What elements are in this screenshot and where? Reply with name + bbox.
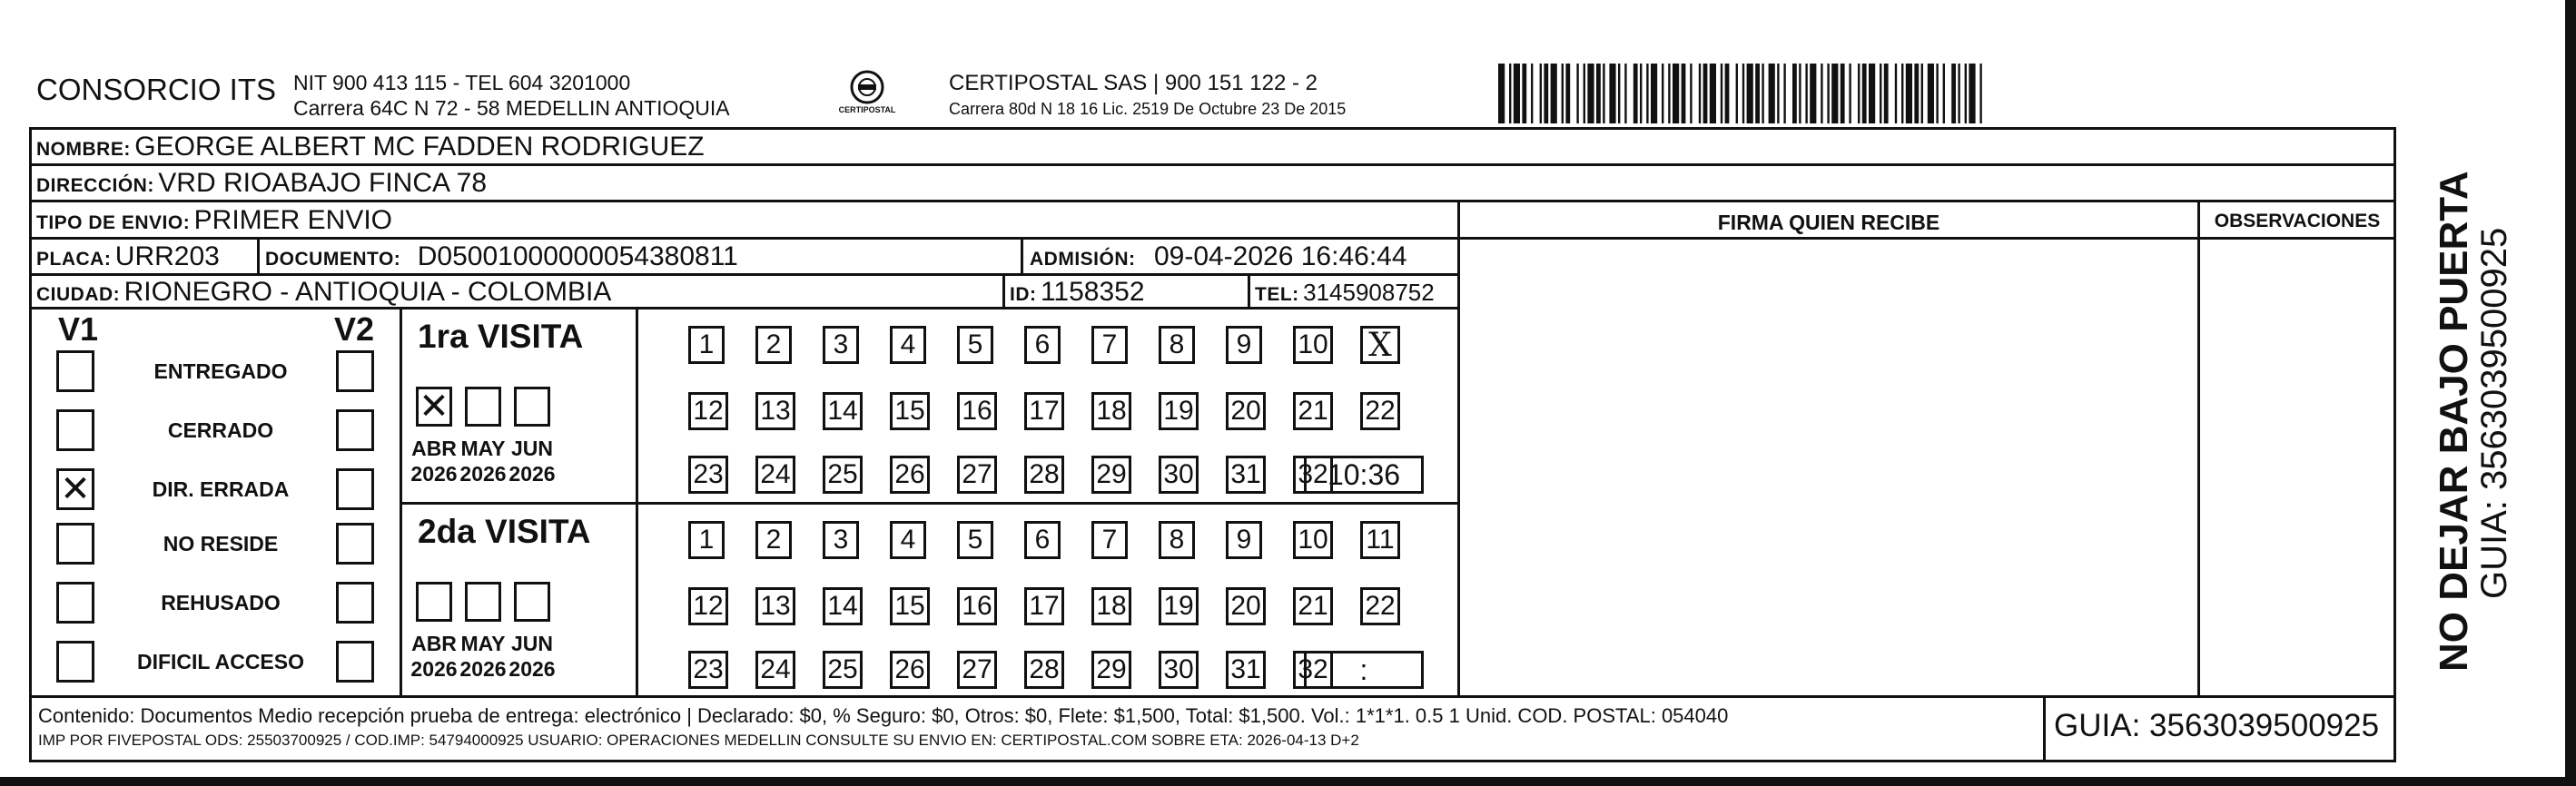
day-box[interactable]: 19 — [1159, 392, 1199, 430]
nombre-value: GEORGE ALBERT MC FADDEN RODRIGUEZ — [134, 132, 705, 162]
month-checkbox[interactable] — [465, 387, 501, 427]
day-box[interactable]: 14 — [823, 392, 863, 430]
day-box[interactable]: 12 — [688, 392, 728, 430]
status-label: NO RESIDE — [163, 532, 279, 555]
tipo-envio-value: PRIMER ENVIO — [193, 205, 393, 235]
day-box[interactable]: 21 — [1293, 392, 1333, 430]
v1-checkbox[interactable] — [56, 523, 94, 565]
logo-caption: CERTIPOSTAL — [838, 105, 896, 114]
tel-value: 3145908752 — [1303, 279, 1435, 306]
month-checkbox[interactable] — [416, 582, 452, 622]
side-guia: GUIA: 3563039500925 — [2474, 227, 2514, 599]
day-box[interactable]: 25 — [823, 651, 863, 689]
barcode — [1498, 64, 2225, 123]
day-box[interactable]: X — [1360, 326, 1400, 364]
admision-label: ADMISIÓN: — [1030, 249, 1136, 270]
month-label — [505, 436, 559, 486]
carrier-info: CERTIPOSTAL SAS | 900 151 122 - 2 — [949, 71, 1318, 95]
day-box[interactable]: 2 — [755, 326, 792, 364]
day-box[interactable]: 8 — [1159, 326, 1195, 364]
day-box[interactable]: 6 — [1024, 326, 1061, 364]
status-label: REHUSADO — [161, 591, 281, 614]
day-box[interactable]: 17 — [1024, 392, 1064, 430]
month-year: 2026 — [459, 657, 507, 681]
day-box[interactable]: 8 — [1159, 521, 1195, 559]
documento-label: DOCUMENTO: — [265, 249, 401, 270]
day-box[interactable]: 4 — [890, 521, 926, 559]
day-box[interactable]: 22 — [1360, 587, 1400, 625]
month-name: ABR — [411, 632, 457, 655]
carrier-license: Carrera 80d N 18 16 Lic. 2519 De Octubre 23 De 2015 — [949, 100, 1347, 118]
day-box[interactable]: 27 — [957, 456, 997, 494]
day-box[interactable]: 3 — [823, 326, 859, 364]
company-name: CONSORCIO ITS — [36, 73, 277, 106]
month-name: JUN — [510, 632, 553, 655]
day-box[interactable]: 31 — [1226, 456, 1266, 494]
tel-label: TEL: — [1255, 284, 1299, 305]
v1-checkbox[interactable] — [56, 350, 94, 392]
month-name: ABR — [411, 437, 457, 460]
day-box[interactable]: 13 — [755, 587, 795, 625]
page-edge-right — [2565, 0, 2576, 786]
day-box[interactable]: 23 — [688, 651, 728, 689]
day-box[interactable]: 10 — [1293, 521, 1333, 559]
placa-label: PLACA: — [36, 249, 112, 270]
day-box[interactable]: 3 — [823, 521, 859, 559]
day-box[interactable]: 20 — [1226, 587, 1266, 625]
day-box[interactable]: 26 — [890, 651, 930, 689]
day-box[interactable]: 22 — [1360, 392, 1400, 430]
month-label — [456, 436, 510, 486]
month-name: JUN — [510, 437, 553, 460]
direccion-row — [36, 168, 487, 199]
month-year: 2026 — [508, 657, 556, 681]
day-box[interactable]: 30 — [1159, 651, 1199, 689]
id-row — [1010, 277, 1145, 308]
month-name: MAY — [460, 437, 506, 460]
day-box[interactable]: 10 — [1293, 326, 1333, 364]
v2-checkbox[interactable] — [336, 409, 374, 451]
ciudad-row — [36, 277, 611, 308]
day-box[interactable]: 32 — [1293, 651, 1333, 689]
day-box[interactable]: 5 — [957, 521, 993, 559]
v2-checkbox[interactable] — [336, 468, 374, 510]
day-box[interactable]: 29 — [1091, 456, 1131, 494]
day-box[interactable]: 15 — [890, 587, 930, 625]
month-year: 2026 — [410, 462, 458, 486]
time-box[interactable]: : — [1304, 651, 1424, 689]
day-box[interactable]: 13 — [755, 392, 795, 430]
day-box[interactable]: 24 — [755, 456, 795, 494]
day-box[interactable]: 23 — [688, 456, 728, 494]
month-year: 2026 — [410, 657, 458, 681]
month-name: MAY — [460, 632, 506, 655]
month-checkbox[interactable] — [465, 582, 501, 622]
page-edge-bottom — [0, 777, 2576, 786]
day-box[interactable]: 7 — [1091, 521, 1128, 559]
id-label: ID: — [1010, 284, 1037, 305]
month-label — [407, 436, 461, 486]
day-box[interactable]: 1 — [688, 326, 725, 364]
day-box[interactable]: 9 — [1226, 521, 1262, 559]
v1-header: V1 — [58, 310, 99, 348]
v2-header: V2 — [334, 310, 375, 348]
day-box[interactable]: 20 — [1226, 392, 1266, 430]
month-checkbox[interactable] — [514, 387, 550, 427]
ciudad-value: RIONEGRO - ANTIOQUIA - COLOMBIA — [123, 277, 612, 307]
day-box[interactable]: 18 — [1091, 392, 1131, 430]
day-box[interactable]: 6 — [1024, 521, 1061, 559]
tipo-envio-row — [36, 205, 392, 236]
day-box[interactable]: 7 — [1091, 326, 1128, 364]
day-box[interactable]: 28 — [1024, 651, 1064, 689]
admision-value: 09-04-2026 16:46:44 — [1153, 241, 1407, 271]
month-year: 2026 — [508, 462, 556, 486]
status-label: ENTREGADO — [153, 359, 288, 383]
placa-value: URR203 — [114, 241, 220, 271]
placa-row — [36, 241, 220, 272]
day-box[interactable]: 27 — [957, 651, 997, 689]
day-box[interactable]: 4 — [890, 326, 926, 364]
day-box[interactable]: 12 — [688, 587, 728, 625]
day-box[interactable]: 16 — [957, 392, 997, 430]
month-checkbox[interactable]: ✕ — [416, 387, 452, 427]
month-label — [456, 631, 510, 682]
nombre-label: NOMBRE: — [36, 139, 131, 160]
day-box[interactable]: 1 — [688, 521, 725, 559]
direccion-label: DIRECCIÓN: — [36, 175, 154, 196]
day-box[interactable]: 15 — [890, 392, 930, 430]
month-label — [407, 631, 461, 682]
admision-row — [1030, 241, 1407, 272]
month-year: 2026 — [459, 462, 507, 486]
day-box[interactable]: 29 — [1091, 651, 1131, 689]
side-notice: NO DEJAR BAJO PUERTA — [2432, 171, 2476, 672]
footer-contents: Contenido: Documentos Medio recepción prueba de entrega: electrónico | Declarado: $0, % Seguro: $0, Otros: $0, Flete: $1,500, Total: $1,500. Vol.: 1*1*1. 0.5 1 Unid. COD. POSTAL: 054040 — [38, 704, 1729, 727]
visit-title: 2da VISITA — [418, 513, 591, 550]
status-label: CERRADO — [167, 418, 274, 442]
visit-title: 1ra VISITA — [418, 318, 584, 355]
v1-checkbox[interactable]: ✕ — [56, 468, 94, 510]
certipostal-logo — [831, 65, 903, 122]
day-box[interactable]: 25 — [823, 456, 863, 494]
day-box[interactable]: 9 — [1226, 326, 1262, 364]
firma-header: FIRMA QUIEN RECIBE — [1717, 211, 1940, 234]
status-label: DIFICIL ACCESO — [136, 650, 304, 673]
day-box[interactable]: 5 — [957, 326, 993, 364]
ciudad-label: CIUDAD: — [36, 284, 121, 305]
day-box[interactable]: 17 — [1024, 587, 1064, 625]
documento-value: D05001000000054380811 — [417, 241, 738, 271]
day-box[interactable]: 31 — [1226, 651, 1266, 689]
day-box[interactable]: 30 — [1159, 456, 1199, 494]
direccion-value: VRD RIOABAJO FINCA 78 — [158, 168, 488, 198]
observaciones-header: OBSERVACIONES — [2214, 211, 2381, 231]
month-checkbox[interactable] — [514, 582, 550, 622]
tipo-envio-label: TIPO DE ENVIO: — [36, 212, 191, 233]
v1-checkbox[interactable] — [56, 582, 94, 624]
day-box[interactable]: 24 — [755, 651, 795, 689]
time-box[interactable]: 10:36 — [1304, 456, 1424, 494]
footer-print-info: IMP POR FIVEPOSTAL ODS: 25503700925 / COD.IMP: 54794000925 USUARIO: OPERACIONES MEDELLIN CONSULTE SU ENVIO EN: CERTIPOSTAL.COM SOBRE ETA: 2026-04-13 D+2 — [38, 732, 1359, 749]
v2-checkbox[interactable] — [336, 523, 374, 565]
tel-row — [1255, 279, 1435, 307]
company-address: Carrera 64C N 72 - 58 MEDELLIN ANTIOQUIA — [293, 96, 730, 120]
day-box[interactable]: 26 — [890, 456, 930, 494]
month-label — [505, 631, 559, 682]
status-label: DIR. ERRADA — [152, 477, 290, 501]
day-box[interactable]: 2 — [755, 521, 792, 559]
day-box[interactable]: 18 — [1091, 587, 1131, 625]
day-box[interactable]: 14 — [823, 587, 863, 625]
day-box[interactable]: 11 — [1360, 521, 1400, 559]
nombre-row — [36, 132, 705, 162]
v2-checkbox[interactable] — [336, 350, 374, 392]
day-box[interactable]: 28 — [1024, 456, 1064, 494]
day-box[interactable]: 32 — [1293, 456, 1333, 494]
day-box[interactable]: 21 — [1293, 587, 1333, 625]
v2-checkbox[interactable] — [336, 582, 374, 624]
footer-guia: GUIA: 3563039500925 — [2054, 708, 2380, 743]
v2-checkbox[interactable] — [336, 641, 374, 683]
id-value: 1158352 — [1040, 277, 1145, 307]
day-box[interactable]: 16 — [957, 587, 997, 625]
v1-checkbox[interactable] — [56, 409, 94, 451]
company-nit: NIT 900 413 115 - TEL 604 3201000 — [293, 71, 631, 94]
day-box[interactable]: 19 — [1159, 587, 1199, 625]
v1-checkbox[interactable] — [56, 641, 94, 683]
documento-row — [265, 241, 738, 272]
